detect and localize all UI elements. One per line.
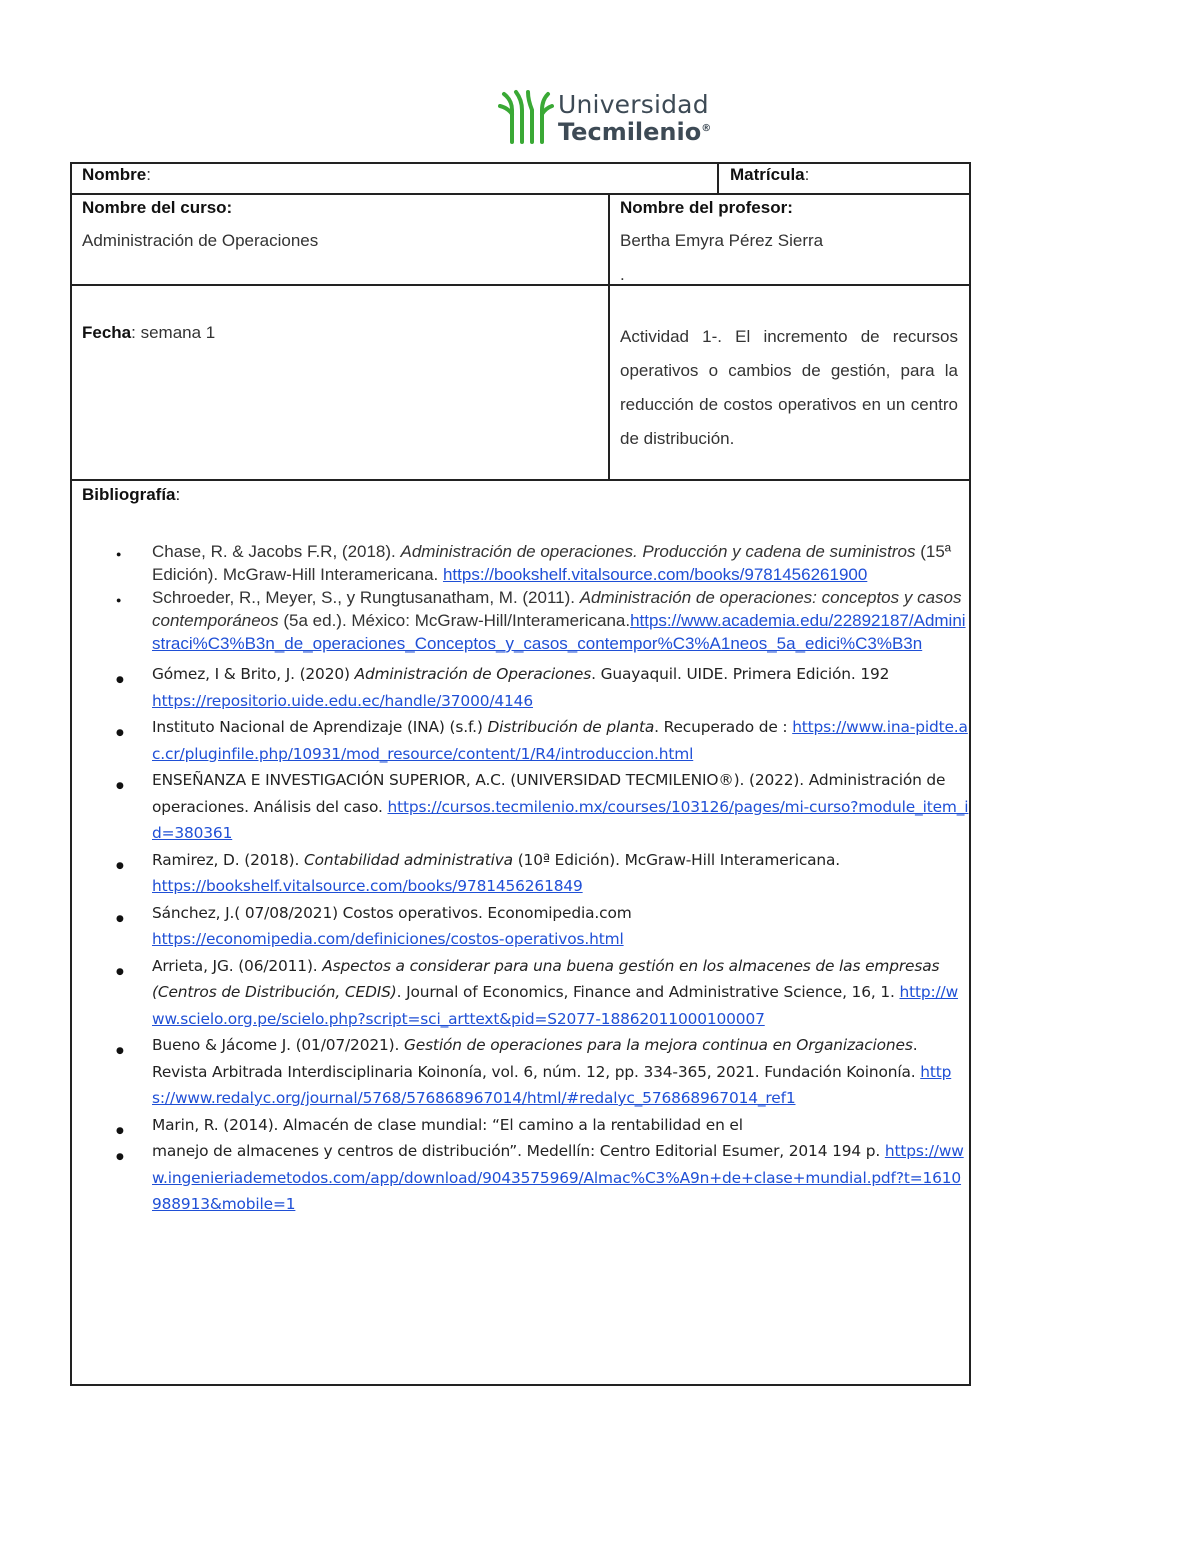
table-rule: [70, 193, 971, 195]
profesor-dot: .: [620, 265, 625, 284]
bibliography-list: [110, 540, 970, 1218]
reference-link[interactable]: http://www.scielo.org.pe/scielo.php?script=sci_arttext&pid=S2077-18862011000100007: [152, 983, 959, 1028]
reference-item: ● Chase, R. & Jacobs F.R, (2018). Administración de operaciones. Producción y cadena de suministros (15ª Edición). McGraw-Hill Interamericana. https://bookshelf.vitalsource.com/books/9781456261900: [110, 540, 970, 586]
nombre-label: Nombre: [82, 165, 147, 184]
nombre-field: Nombre:: [82, 165, 151, 184]
table-rule: [70, 479, 971, 481]
reference-item: ● ENSEÑANZA E INVESTIGACIÓN SUPERIOR, A.C. (UNIVERSIDAD TECMILENIO®). (2022). Administración de operaciones. Análisis del caso. https://cursos.tecmilenio.mx/courses/103126/pages/mi-curso?module_item_id=380361: [110, 767, 970, 847]
profesor-label: Nombre del profesor:: [620, 198, 793, 217]
logo-line2: Tecmilenio®: [558, 118, 712, 146]
tecmilenio-logo-icon: [498, 86, 554, 146]
reference-link[interactable]: https://bookshelf.vitalsource.com/books/9781456261900: [442, 565, 868, 584]
fecha-label: Fecha: [82, 323, 132, 342]
reference-link[interactable]: https://www.academia.edu/22892187/Administraci%C3%B3n_de_operaciones_Conceptos_y_casos_contempor%C3%A1neos_5a_edici%C3%B3n: [152, 611, 966, 653]
curso-value: Administración de Operaciones: [82, 231, 319, 250]
bibliografia-heading: Bibliografía:: [82, 485, 181, 504]
fecha-field: [82, 323, 215, 343]
matricula-label: Matrícula: [730, 165, 805, 184]
university-logo: [498, 86, 712, 146]
table-divider: [717, 162, 719, 195]
actividad-text: Actividad 1-. El incremento de recursos operativos o cambios de gestión, para la reducción de costos operativos en un centro de distribución.: [620, 327, 958, 448]
table-rule: [70, 284, 971, 286]
reference-item: ● Bueno & Jácome J. (01/07/2021). Gestión de operaciones para la mejora continua en Organizaciones. Revista Arbitrada Interdisciplinaria Koinonía, vol. 6, núm. 12, pp. 334-365, 2021. Fundación Koinonía. https://www.redalyc.org/journal/5768/576868967014/html/#redalyc_576868967014_ref1: [110, 1032, 970, 1112]
fecha-value: : semana 1: [131, 323, 216, 342]
reference-link[interactable]: https://economipedia.com/definiciones/costos-operativos.html: [152, 930, 624, 948]
reference-item: ● Ramirez, D. (2018). Contabilidad administrativa (10ª Edición). McGraw-Hill Interamericana. https://bookshelf.vitalsource.com/books/9781456261849: [110, 847, 970, 900]
reference-item: ● Marin, R. (2014). Almacén de clase mundial: “El camino a la rentabilidad en el: [110, 1112, 970, 1139]
reference-link[interactable]: https://cursos.tecmilenio.mx/courses/103126/pages/mi-curso?module_item_id=380361: [152, 797, 969, 842]
reference-item: ● Arrieta, JG. (06/2011). Aspectos a considerar para una buena gestión en los almacenes de las empresas (Centros de Distribución, CEDIS). Journal of Economics, Finance and Administrative Science, 16, 1. http://www.scielo.org.pe/scielo.php?script=sci_arttext&pid=S2077-18862011000100007: [110, 953, 970, 1033]
reference-item: ● manejo de almacenes y centros de distribución”. Medellín: Centro Editorial Esumer, 2014 194 p. https://www.ingenieriademetodos.com/app/download/9043575969/Almac%C3%A9n+de+clase+mundial.pdf?t=1610988913&mobile=1: [110, 1138, 970, 1218]
curso-label: Nombre del curso:: [82, 198, 233, 217]
table-divider: [608, 193, 610, 481]
reference-item: ● Sánchez, J.( 07/08/2021) Costos operativos. Economipedia.com https://economipedia.com/definiciones/costos-operativos.html: [110, 900, 970, 953]
reference-link[interactable]: https://www.ina-pidte.ac.cr/pluginfile.php/10931/mod_resource/content/1/R4/introduccion.html: [152, 718, 968, 763]
reference-link[interactable]: https://repositorio.uide.edu.ec/handle/37000/4146: [152, 691, 533, 710]
profesor-value: Bertha Emyra Pérez Sierra: [620, 231, 824, 250]
reference-item: ● Gómez, I & Brito, J. (2020) Administración de Operaciones. Guayaquil. UIDE. Primera Edición. 192 https://repositorio.uide.edu.ec/handle/37000/4146: [110, 661, 970, 714]
reference-link[interactable]: https://www.ingenieriademetodos.com/app/download/9043575969/Almac%C3%A9n+de+clase+mundial.pdf?t=1610988913&mobile=1: [152, 1142, 964, 1213]
reference-item: ● Schroeder, R., Meyer, S., y Rungtusanatham, M. (2011). Administración de operaciones: conceptos y casos contemporáneos (5a ed.). México: McGraw-Hill/Interamericana.https://www.academia.edu/22892187/Administraci%C3%B3n_de_operaciones_Conceptos_y_casos_contempor%C3%A1neos_5a_edici%C3%B3n: [110, 586, 970, 655]
logo-line1: Universidad: [558, 90, 709, 119]
matricula-field: Matrícula:: [730, 165, 810, 184]
reference-link[interactable]: https://www.redalyc.org/journal/5768/576868967014/html/#redalyc_576868967014_ref1: [152, 1062, 952, 1107]
reference-item: ● Instituto Nacional de Aprendizaje (INA) (s.f.) Distribución de planta. Recuperado de : https://www.ina-pidte.ac.cr/pluginfile.php/10931/mod_resource/content/1/R4/introduccion.html: [110, 714, 970, 767]
reference-link[interactable]: https://bookshelf.vitalsource.com/books/9781456261849: [152, 877, 583, 895]
